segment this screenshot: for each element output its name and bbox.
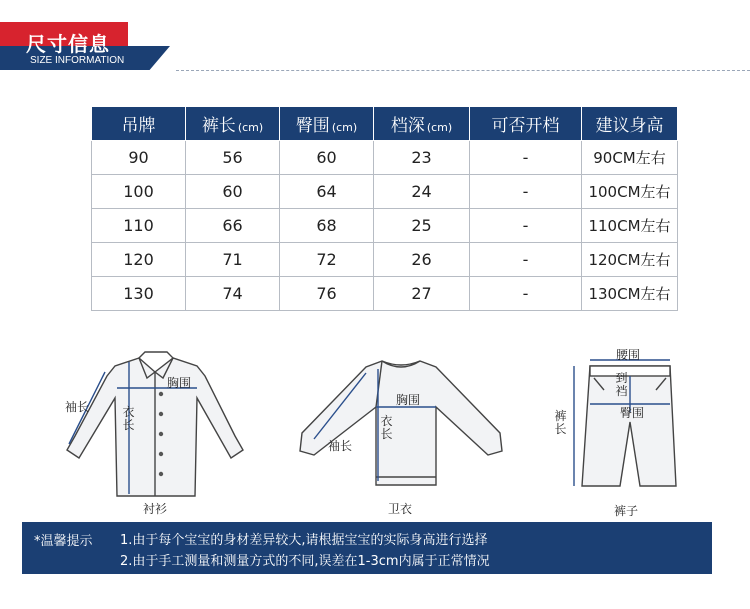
column-header-unit: (cm)	[426, 121, 453, 134]
table-cell: 100CM左右	[582, 175, 678, 209]
table-row	[92, 141, 678, 175]
shirt-diagram	[55, 348, 255, 518]
table-cell: -	[470, 209, 582, 243]
pants-diagram	[548, 342, 688, 518]
table-cell: 90	[92, 141, 186, 175]
table-cell: 120CM左右	[582, 243, 678, 277]
column-header-label: 建议身高	[595, 116, 664, 136]
table-cell: 25	[374, 209, 470, 243]
table-cell: -	[470, 277, 582, 311]
table-row	[92, 209, 678, 243]
tips-bar	[22, 522, 712, 574]
table-cell: 74	[186, 277, 280, 311]
table-cell: 66	[186, 209, 280, 243]
column-header	[374, 107, 470, 141]
table-cell: -	[470, 243, 582, 277]
table-cell: 27	[374, 277, 470, 311]
section-title: 尺寸信息	[26, 32, 110, 56]
shirt-sleeve-label: 袖长	[65, 400, 90, 414]
tips-line-2: 2.由于手工测量和测量方式的不同,误差在1-3cm内属于正常情况	[120, 554, 490, 569]
table-cell: 76	[280, 277, 374, 311]
pants-length-label: 裤长	[554, 409, 567, 436]
section-subtitle: SIZE INFORMATION	[30, 55, 125, 66]
table-cell: 72	[280, 243, 374, 277]
column-header	[92, 107, 186, 141]
table-cell: 64	[280, 175, 374, 209]
table-cell: 120	[92, 243, 186, 277]
shirt-length-label: 衣长	[122, 405, 135, 432]
table-cell: 23	[374, 141, 470, 175]
table-cell: 130	[92, 277, 186, 311]
shirt-outline-icon	[55, 348, 255, 498]
column-header	[582, 107, 678, 141]
table-header-row	[92, 107, 678, 141]
column-header	[470, 107, 582, 141]
sweatshirt-outline-icon	[296, 355, 506, 495]
table-cell: 60	[280, 141, 374, 175]
table-cell: 100	[92, 175, 186, 209]
shirt-chest-label: 胸围	[167, 376, 192, 390]
shirt-caption: 衬衫	[143, 502, 168, 516]
table-cell: 71	[186, 243, 280, 277]
table-cell: 90CM左右	[582, 141, 678, 175]
table-cell: -	[470, 141, 582, 175]
size-table	[91, 106, 678, 311]
sweatshirt-diagram	[296, 355, 506, 518]
column-header	[280, 107, 374, 141]
table-cell: 130CM左右	[582, 277, 678, 311]
sweatshirt-chest-label: 胸围	[396, 393, 421, 407]
table-cell: 60	[186, 175, 280, 209]
table-cell: 56	[186, 141, 280, 175]
pants-caption: 裤子	[614, 504, 639, 518]
section-banner	[0, 22, 175, 74]
table-row	[92, 175, 678, 209]
column-header-label: 吊牌	[121, 116, 156, 136]
header-divider	[176, 70, 750, 71]
column-header-label: 臀围	[295, 116, 330, 136]
sweatshirt-sleeve-label: 袖长	[328, 439, 353, 453]
column-header-label: 可否开档	[491, 116, 560, 136]
tips-line-1: 1.由于每个宝宝的身材差异较大,请根据宝宝的实际身高进行选择	[120, 533, 488, 548]
column-header-label: 档深	[390, 116, 425, 136]
table-cell: 26	[374, 243, 470, 277]
table-cell: 110CM左右	[582, 209, 678, 243]
sweatshirt-caption: 卫衣	[388, 502, 413, 516]
column-header-unit: (cm)	[331, 121, 358, 134]
sweatshirt-length-label: 衣长	[380, 414, 393, 441]
column-header-label: 裤长	[201, 116, 236, 136]
pants-waist-label: 腰围	[616, 348, 641, 362]
table-cell: -	[470, 175, 582, 209]
table-row	[92, 277, 678, 311]
pants-outline-icon	[548, 342, 688, 492]
pants-rise-label: 到裆	[615, 371, 628, 398]
table-cell: 68	[280, 209, 374, 243]
tips-label: *温馨提示	[34, 534, 93, 549]
table-cell: 24	[374, 175, 470, 209]
pants-hip-label: 臀围	[620, 406, 645, 420]
column-header	[186, 107, 280, 141]
table-cell: 110	[92, 209, 186, 243]
table-row	[92, 243, 678, 277]
column-header-unit: (cm)	[237, 121, 264, 134]
